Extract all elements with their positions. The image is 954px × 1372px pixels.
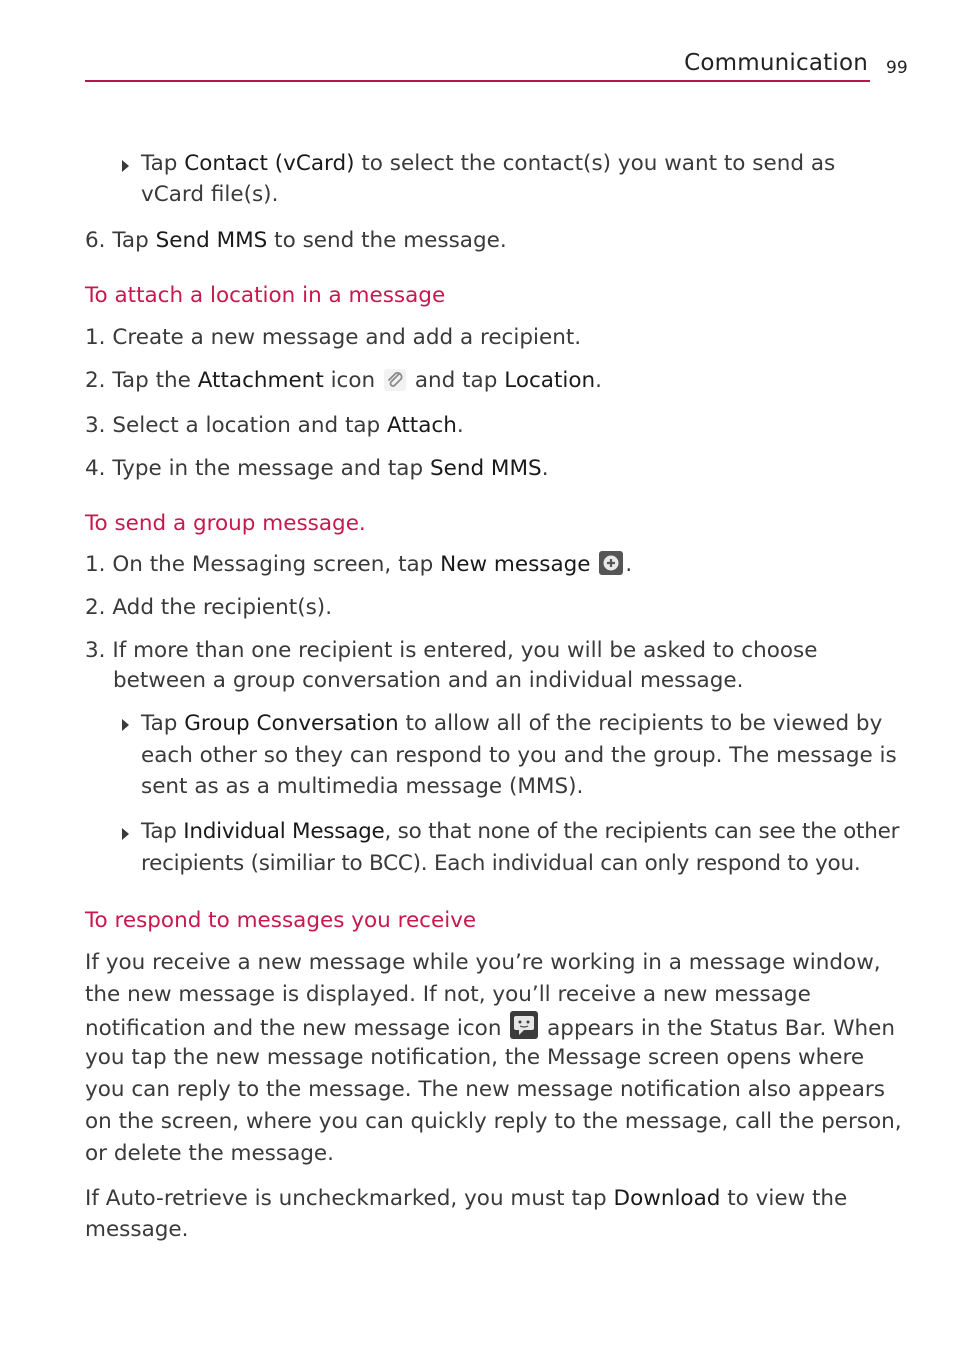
step-6: 6. Tap Send MMS to send the message.: [85, 228, 507, 253]
group-step-3-line1: 3. If more than one recipient is entered, you will be asked to choose: [85, 638, 818, 663]
respond-p1-line5: you can reply to the message. The new message notification also appears: [85, 1077, 885, 1102]
bullet-icon: [122, 828, 129, 840]
new-message-icon: [599, 551, 623, 585]
group-step-2: 2. Add the recipient(s).: [85, 595, 333, 620]
group-step-3-line2: between a group conversation and an individual message.: [113, 668, 744, 693]
bullet-individual-line2: recipients (similiar to BCC). Each individual can only respond to you.: [141, 851, 861, 876]
group-step-1: 1. On the Messaging screen, tap New message .: [85, 549, 632, 585]
header-divider: [85, 80, 870, 82]
bullet-contact-line1: Tap Contact (vCard) to select the contact(s) you want to send as: [141, 151, 836, 176]
bullet-group-line2: each other so they can respond to you and the group. The message is: [141, 743, 897, 768]
bullet-group-line1: Tap Group Conversation to allow all of the recipients to be viewed by: [141, 711, 883, 736]
heading-group-message: To send a group message.: [85, 511, 366, 536]
location-step-1: 1. Create a new message and add a recipient.: [85, 325, 582, 350]
heading-attach-location: To attach a location in a message: [85, 283, 446, 308]
respond-p1-line1: If you receive a new message while you’re working in a message window,: [85, 950, 881, 975]
respond-p1-line2: the new message is displayed. If not, you’ll receive a new message: [85, 982, 811, 1007]
page-number: 99: [886, 58, 908, 78]
paperclip-icon: [384, 369, 406, 401]
respond-p1-line4: you tap the new message notification, the Message screen opens where: [85, 1045, 865, 1070]
bullet-group-line3: sent as as a multimedia message (MMS).: [141, 774, 584, 799]
heading-respond-messages: To respond to messages you receive: [85, 908, 477, 933]
respond-p1-line3: notification and the new message icon appears in the Status Bar. When: [85, 1011, 895, 1049]
bullet-individual-line1: Tap Individual Message, so that none of the recipients can see the other: [141, 819, 900, 844]
location-step-3: 3. Select a location and tap Attach.: [85, 413, 464, 438]
bullet-icon: [122, 160, 129, 172]
respond-p2-line1: If Auto-retrieve is uncheckmarked, you must tap Download to view the: [85, 1186, 848, 1211]
location-step-2: 2. Tap the Attachment icon and tap Location.: [85, 365, 602, 401]
location-step-4: 4. Type in the message and tap Send MMS.: [85, 456, 549, 481]
respond-p2-line2: message.: [85, 1217, 189, 1242]
bullet-contact-line2: vCard file(s).: [141, 182, 279, 207]
bullet-icon: [122, 719, 129, 731]
respond-p1-line6: on the screen, where you can quickly reply to the message, call the person,: [85, 1109, 902, 1134]
section-title: Communication: [684, 50, 868, 76]
respond-p1-line7: or delete the message.: [85, 1141, 334, 1166]
